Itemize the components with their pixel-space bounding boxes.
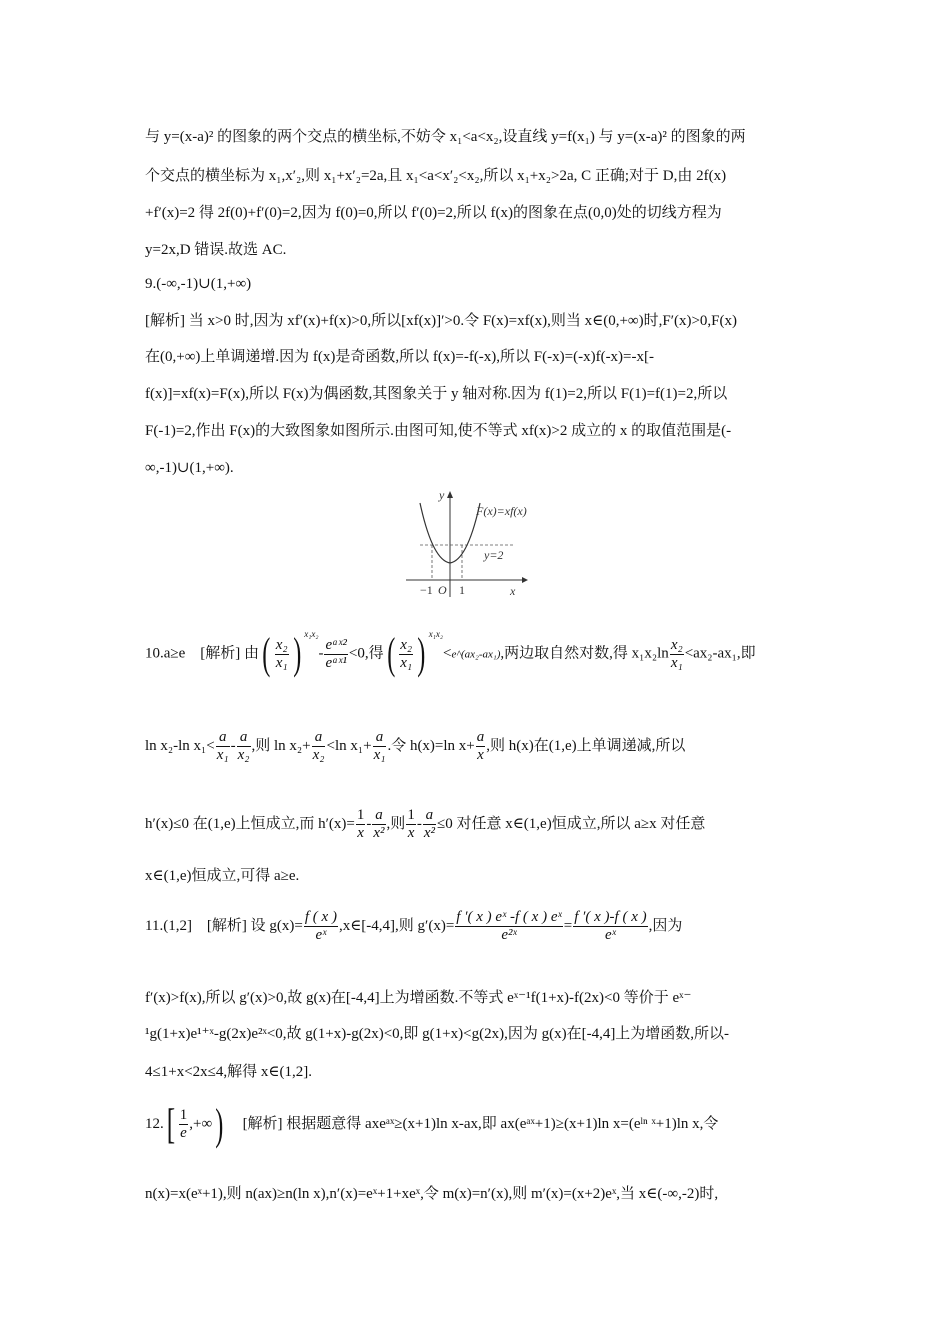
axis-x-label: x bbox=[510, 584, 516, 598]
frac-num: f ( x ) bbox=[304, 909, 337, 926]
frac-den: x bbox=[407, 825, 415, 842]
text-line: 在(0,+∞)上单调递增.因为 f(x)是奇函数,所以 f(x)=-f(-x),所以 F(-x)=(-x)f(-x)=-x[- bbox=[145, 349, 654, 365]
frac-num: x₂ bbox=[400, 636, 413, 653]
text-run: .令 h(x)=ln x+ bbox=[387, 738, 475, 754]
frac-num: x₂ bbox=[670, 636, 683, 653]
text-line: 个交点的横坐标为 x₁,x′₂,则 x₁+x′₂=2a,且 x₁<a<x′₂<x₂,所以 x₁+x₂>2a, C 正确;对于 D,由 2f(x) bbox=[145, 168, 727, 184]
frac-den: e bbox=[180, 1125, 187, 1142]
frac-den: eˣ bbox=[315, 927, 327, 944]
frac-num: x₂ bbox=[275, 636, 288, 653]
text-run: ,则 ln x₂+ bbox=[251, 738, 311, 754]
frac-den: x bbox=[477, 747, 484, 764]
tick-label-neg1: −1 bbox=[420, 583, 433, 597]
frac-den: e²ˣ bbox=[501, 927, 517, 944]
answer-9: 9.(-∞,-1)∪(1,+∞) bbox=[145, 276, 252, 292]
text-line: ∞,-1)∪(1,+∞). bbox=[145, 460, 234, 476]
frac-den: eᵃˣ¹ bbox=[325, 654, 347, 671]
text-line: +f′(x)=2 得 2f(0)+f′(0)=2,因为 f(0)=0,所以 f′(0)=2,所以 f(x)的图象在点(0,0)处的切线方程为 bbox=[145, 205, 722, 221]
frac-num: a bbox=[423, 807, 436, 825]
frac-num: 1 bbox=[179, 1107, 188, 1124]
frac-num: a bbox=[237, 729, 251, 747]
frac-num: a bbox=[373, 729, 387, 747]
text-run: h′(x)≤0 在(1,e)上恒成立,而 h′(x)= bbox=[145, 816, 355, 832]
exponent: x₁x₂ bbox=[304, 629, 319, 640]
tick-label-1: 1 bbox=[459, 583, 465, 597]
q11-line-1 bbox=[145, 906, 682, 946]
frac-den: x₁ bbox=[670, 654, 683, 671]
frac-den: x₁ bbox=[373, 747, 386, 764]
frac-num: 1 bbox=[407, 807, 415, 824]
minus-sign: - bbox=[230, 738, 236, 754]
function-graph bbox=[400, 485, 540, 605]
text-run: ≤0 对任意 x∈(1,e)恒成立,所以 a≥x 对任意 bbox=[436, 816, 706, 832]
x-axis-arrow bbox=[522, 577, 528, 583]
frac-num: 1 bbox=[356, 807, 365, 824]
text-run: 10.a≥e [解析] 由 bbox=[145, 645, 260, 662]
frac-den: x₂ bbox=[237, 747, 250, 764]
q10-line-2 bbox=[145, 726, 685, 766]
frac-den: x² bbox=[423, 825, 435, 842]
text-run: <ln x₁+ bbox=[326, 738, 372, 754]
minus-sign: - bbox=[366, 816, 372, 832]
text-line: x∈(1,e)恒成立,可得 a≥e. bbox=[145, 868, 300, 884]
frac-num: a bbox=[476, 729, 485, 746]
text-run: ,x∈[-4,4],则 g′(x)= bbox=[338, 918, 455, 934]
frac-den: x₁ bbox=[400, 654, 413, 671]
exponent: x₁x₂ bbox=[428, 629, 444, 640]
frac-den: x² bbox=[373, 825, 385, 842]
text-line: [解析] 当 x>0 时,因为 xf′(x)+f(x)>0,所以[xf(x)]′>0.令 F(x)=xf(x),则当 x∈(0,+∞)时,F′(x)>0,F(x) bbox=[145, 313, 738, 329]
text-line: ¹g(1+x)e¹⁺ˣ-g(2x)e²ˣ<0,故 g(1+x)-g(2x)<0,即 g(1+x)<g(2x),因为 g(x)在[-4,4]上为增函数,所以- bbox=[145, 1026, 730, 1042]
text-line: f(x)]=xf(x)=F(x),所以 F(x)为偶函数,其图象关于 y 轴对称.因为 f(1)=2,所以 F(1)=f(1)=2,所以 bbox=[145, 386, 728, 402]
text-run: ,则 h(x)在(1,e)上单调递减,所以 bbox=[486, 738, 686, 754]
minus-sign: - bbox=[416, 816, 422, 832]
frac-num: f ′( x ) eˣ -f ( x ) eˣ bbox=[456, 909, 562, 926]
text-run: 11.(1,2] [解析] 设 g(x)= bbox=[145, 918, 303, 934]
text-line: F(-1)=2,作出 F(x)的大致图象如图所示.由图可知,使不等式 xf(x)>2 成立的 x 的取值范围是(- bbox=[145, 423, 732, 439]
frac-den: x₁ bbox=[216, 747, 229, 764]
q12-line-1: 12.[ $\frac{1}{e}$ ,+∞) [解析] 根据题意得 axeᵃˣ≥(x+1)ln x-ax,即 ax(eᵃˣ+1)≥(x+1)ln x=(eˡⁿ ˣ+1)ln x,令 bbox=[145, 1099, 719, 1149]
text-run: <ax₂-ax₁,即 bbox=[684, 645, 756, 662]
frac-den: eˣ bbox=[604, 927, 616, 944]
minus-sign: - bbox=[318, 645, 324, 662]
frac-den: x₂ bbox=[312, 747, 325, 764]
q10-line-1: 10.a≥e [解析] 由( $\frac{\text{x₂}}{\text{x₁}}$ ) $^{x_1x_2}$- $\frac{\text{eᵃˣ²}}{\text{eᵃˣ¹}}$ <0,得( $\frac{\text{x₂}}{\text{x₁}}$ ) $^{x_1x_2}$<e^(ax₂-ax₁),两边取自然对数,得 x₁x₂ln $\frac{\text{x₂}}{\text{x₁}}$ <ax₂-ax₁,即 bbox=[145, 629, 756, 678]
line-label: y=2 bbox=[484, 548, 504, 562]
axis-y-label: y bbox=[439, 488, 445, 502]
text-run: <0,得 bbox=[348, 645, 384, 662]
text-run: ln x₂-ln x₁< bbox=[145, 738, 215, 754]
text-line: f′(x)>f(x),所以 g′(x)>0,故 g(x)在[-4,4]上为增函数.不等式 eˣ⁻¹f(1+x)-f(2x)<0 等价于 eˣ⁻ bbox=[145, 990, 692, 1006]
text-line: y=2x,D 错误.故选 AC. bbox=[145, 242, 287, 258]
text-run: 12. bbox=[145, 1116, 164, 1132]
curve-label: F(x)=xf(x) bbox=[476, 504, 527, 518]
interval-tail: ,+∞ bbox=[189, 1116, 213, 1132]
frac-den: x bbox=[357, 825, 364, 842]
text-line: n(x)=x(eˣ+1),则 n(ax)≥n(ln x),n′(x)=eˣ+1+xeˣ,令 m(x)=n′(x),则 m′(x)=(x+2)eˣ,当 x∈(-∞,-2)时, bbox=[145, 1186, 719, 1202]
frac-num: a bbox=[372, 807, 385, 825]
text-run: ,因为 bbox=[648, 918, 683, 934]
frac-num: a bbox=[312, 729, 326, 747]
text-run: [解析] 根据题意得 axeᵃˣ≥(x+1)ln x-ax,即 ax(eᵃˣ+1)≥(x+1)ln x=(eˡⁿ ˣ+1)ln x,令 bbox=[242, 1116, 719, 1132]
text-run: ,两边取自然对数,得 x₁x₂ln bbox=[500, 645, 669, 662]
q10-line-3 bbox=[145, 804, 705, 844]
y-axis-arrow bbox=[447, 491, 453, 498]
exp-term: e^(ax₂-ax₁) bbox=[451, 648, 501, 661]
text-run: ,则 bbox=[386, 816, 406, 832]
frac-num: f ′( x )-f ( x ) bbox=[574, 909, 647, 926]
equals-sign: = bbox=[563, 918, 573, 934]
text-line: 与 y=(x-a)² 的图象的两个交点的横坐标,不妨令 x₁<a<x₂,设直线 y=f(x₁) 与 y=(x-a)² 的图象的两 bbox=[145, 129, 746, 145]
origin-label: O bbox=[438, 583, 447, 597]
frac-num: eᵃˣ² bbox=[325, 636, 347, 653]
frac-num: a bbox=[216, 729, 230, 747]
frac-den: x₁ bbox=[275, 654, 288, 671]
text-line: 4≤1+x<2x≤4,解得 x∈(1,2]. bbox=[145, 1064, 312, 1080]
